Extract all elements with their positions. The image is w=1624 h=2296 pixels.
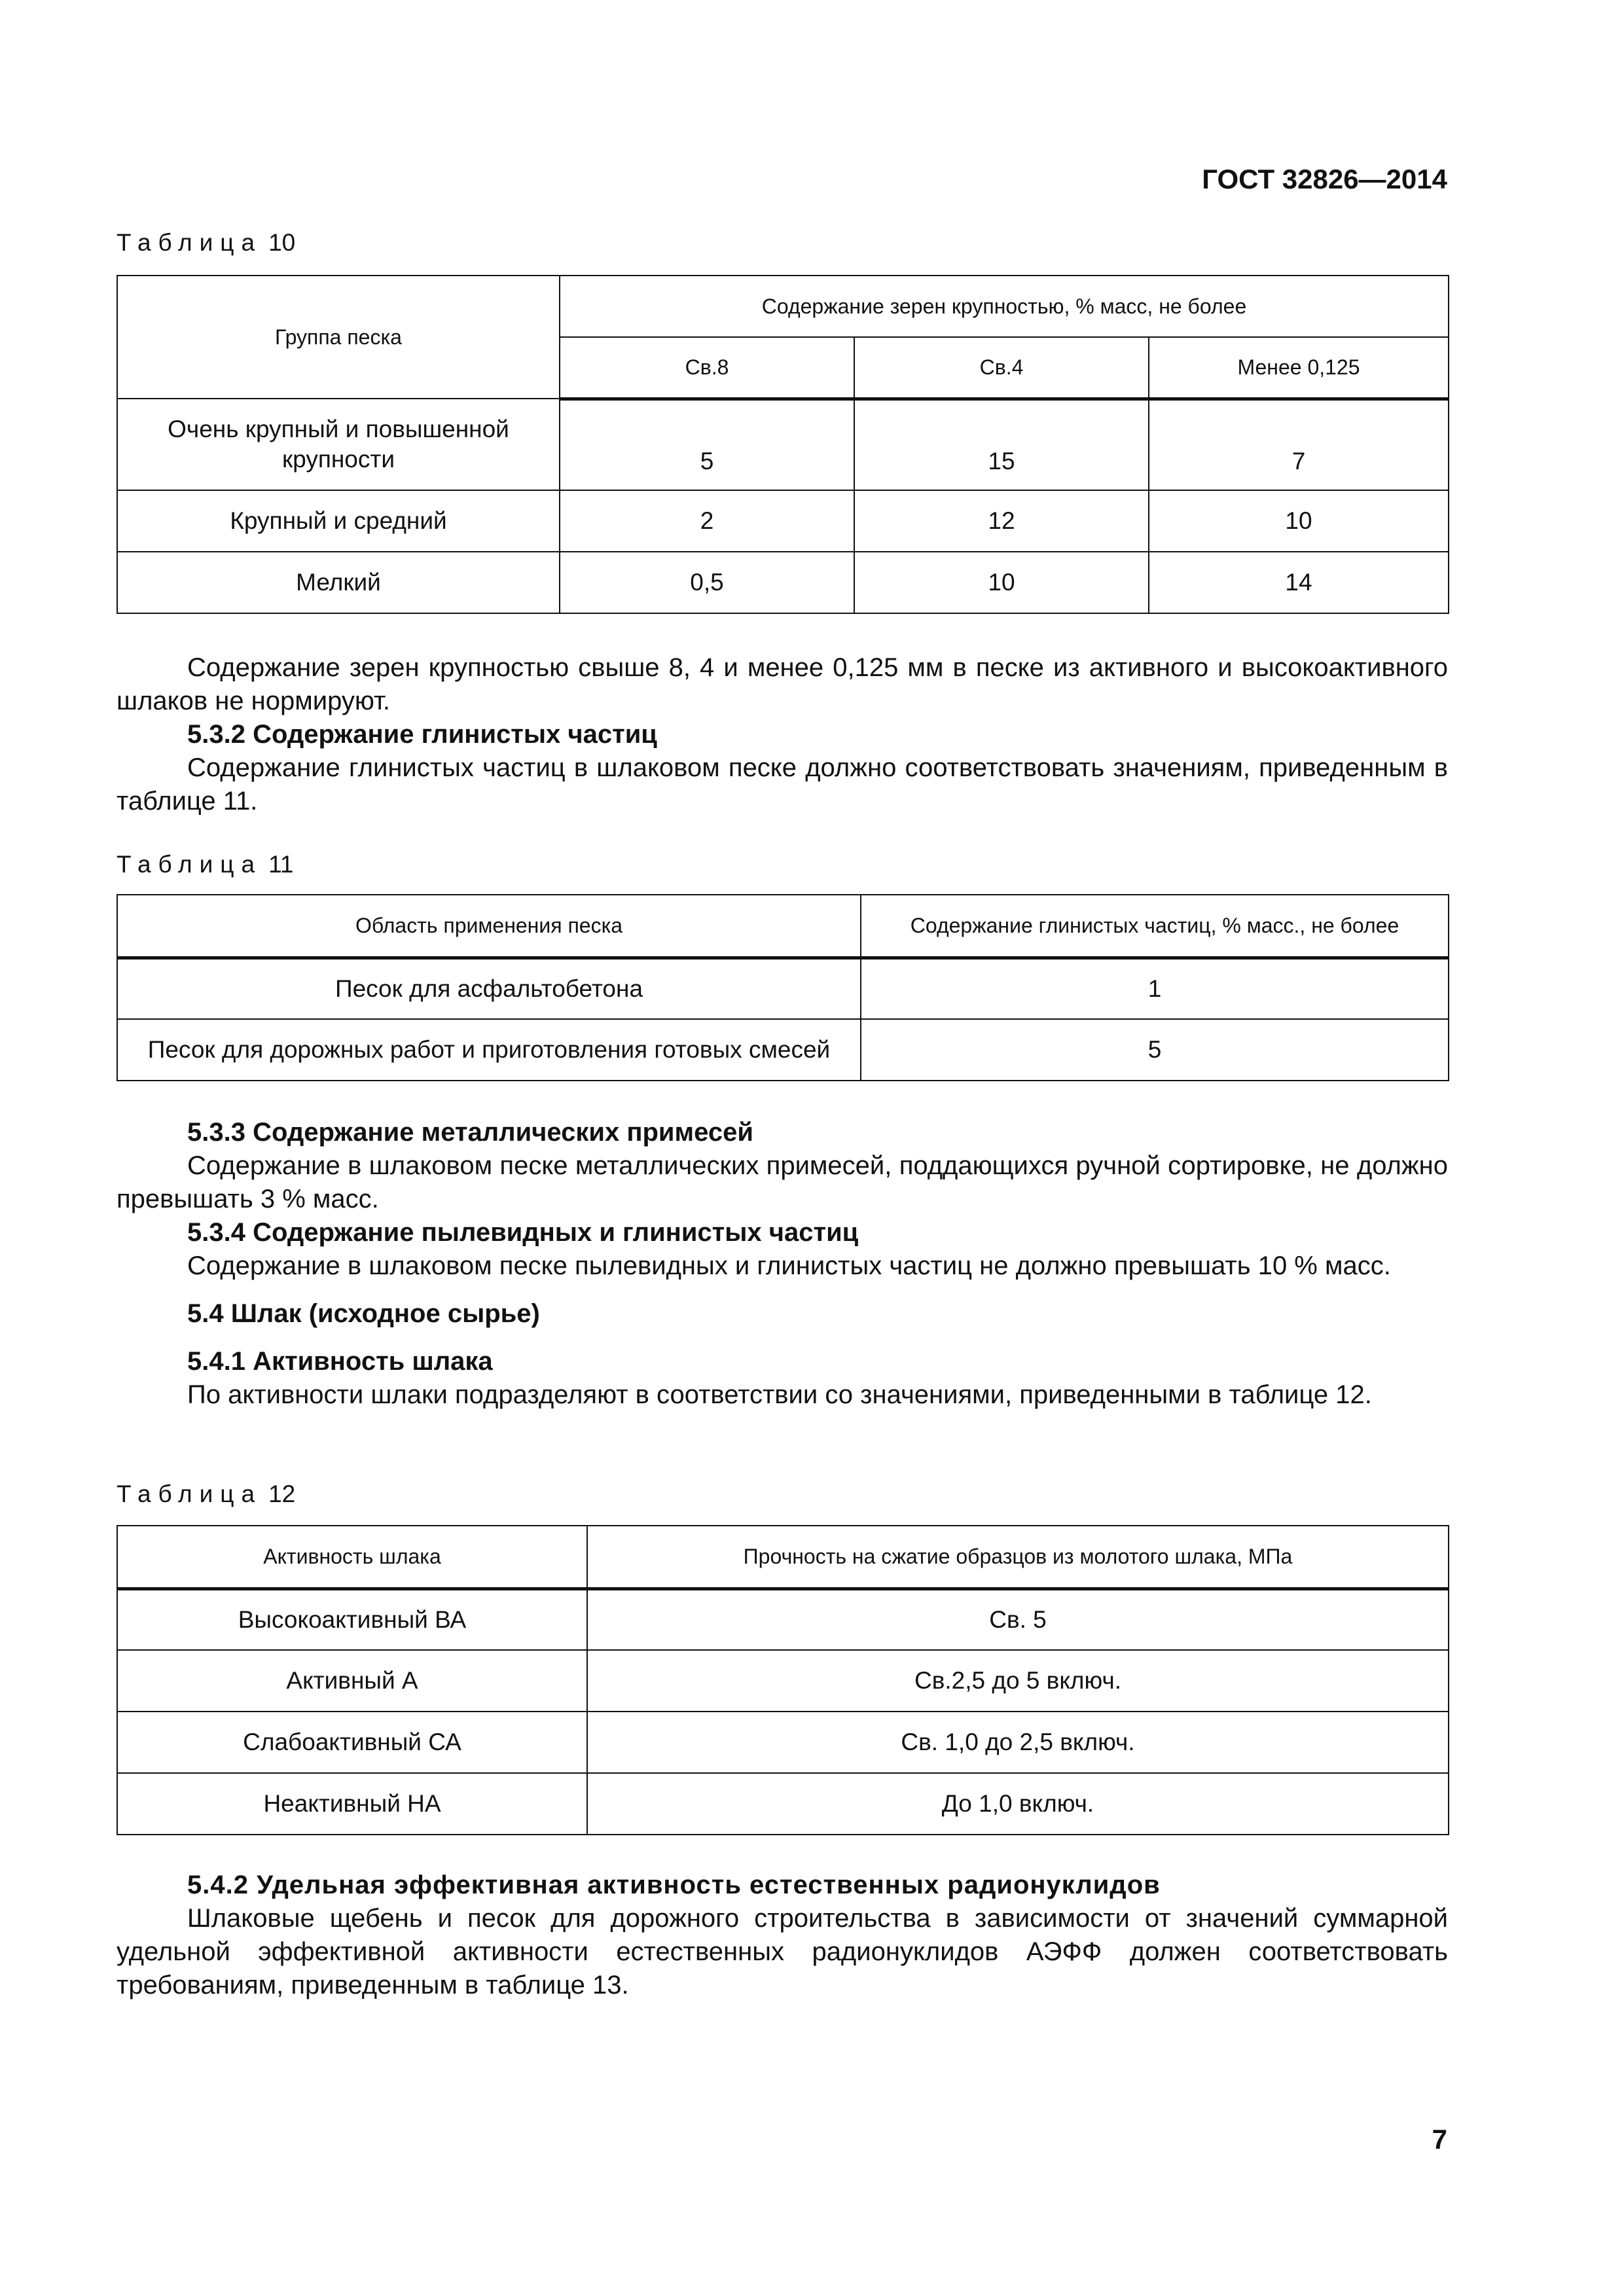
table-cell: 14	[1149, 552, 1449, 613]
table-row	[117, 490, 1449, 552]
table-cell: 5	[861, 1019, 1449, 1081]
table-cell: Песок для асфальтобетона	[117, 958, 861, 1019]
table-caption	[117, 229, 295, 257]
paragraph: Шлаковые щебень и песок для дорожного строительства в зависимости от значений суммарной удельной эффективной активности естественных радионуклидов АЭФФ должен соответствовать требованиям, приведенным в таблице 13.	[117, 1904, 1448, 2000]
table-cell: Песок для дорожных работ и приготовления готовых смесей	[117, 1019, 861, 1081]
table-row	[117, 399, 1449, 490]
table-cell: 7	[1149, 399, 1449, 490]
text-block	[117, 1116, 1448, 1412]
section-heading: 5.3.2 Содержание глинистых частиц	[187, 720, 657, 749]
table-row	[117, 1588, 1449, 1650]
table-cell: Активный А	[117, 1650, 587, 1712]
header-cell: Область применения песка	[117, 895, 861, 958]
table-cell: Очень крупный и повышенной крупности	[117, 399, 560, 490]
table-caption-word: Таблица	[117, 229, 262, 256]
table-row	[117, 1019, 1449, 1081]
paragraph: Содержание в шлаковом песке пылевидных и глинистых частиц не должно превышать 10 % масс.	[187, 1251, 1391, 1280]
table-cell: Св. 5	[587, 1588, 1449, 1650]
table-caption-word: Таблица	[117, 1480, 262, 1507]
document-code: ГОСТ 32826—2014	[1202, 164, 1447, 194]
table-cell: Св. 1,0 до 2,5 включ.	[587, 1712, 1449, 1773]
table-caption-number: 11	[268, 851, 294, 878]
table-cell: 5	[560, 399, 854, 490]
text-block	[117, 651, 1448, 818]
header-cell: Группа песка	[117, 276, 560, 399]
text-block	[117, 1869, 1448, 2002]
header-cell: Св.4	[854, 337, 1149, 399]
header-cell: Активность шлака	[117, 1526, 587, 1588]
table-caption-number: 12	[268, 1480, 296, 1507]
table-cell: Неактивный НА	[117, 1773, 587, 1835]
table-row	[117, 958, 1449, 1019]
page-number: 7	[1432, 2124, 1447, 2155]
table-caption-number: 10	[268, 229, 296, 256]
table-row	[117, 1712, 1449, 1773]
table-cell: 12	[854, 490, 1149, 552]
header-cell: Содержание зерен крупностью, % масс, не более	[560, 276, 1449, 337]
table-caption-word: Таблица	[117, 851, 262, 878]
table-caption	[117, 851, 294, 878]
table-cell: До 1,0 включ.	[587, 1773, 1449, 1835]
section-heading: 5.4 Шлак (исходное сырье)	[187, 1299, 540, 1328]
section-heading: 5.4.2 Удельная эффективная активность естественных радионуклидов	[187, 1871, 1161, 1899]
table-row	[117, 552, 1449, 613]
paragraph: Содержание в шлаковом песке металлических примесей, поддающихся ручной сортировке, не должно превышать 3 % масс.	[117, 1151, 1448, 1213]
section-heading: 5.4.1 Активность шлака	[187, 1347, 493, 1376]
table-cell: 10	[1149, 490, 1449, 552]
table-10	[117, 275, 1449, 614]
table-cell: Св.2,5 до 5 включ.	[587, 1650, 1449, 1712]
paragraph: Содержание зерен крупностью свыше 8, 4 и менее 0,125 мм в песке из активного и высокоактивного шлаков не нормируют.	[117, 653, 1448, 715]
table-cell: 10	[854, 552, 1149, 613]
table-cell: Мелкий	[117, 552, 560, 613]
table-row	[117, 1650, 1449, 1712]
table-cell: 1	[861, 958, 1449, 1019]
table-row	[117, 1773, 1449, 1835]
header-cell: Прочность на сжатие образцов из молотого шлака, МПа	[587, 1526, 1449, 1588]
paragraph: По активности шлаки подразделяют в соответствии со значениями, приведенными в таблице 12.	[187, 1380, 1372, 1409]
paragraph: Содержание глинистых частиц в шлаковом песке должно соответствовать значениям, приведенным в таблице 11.	[117, 753, 1448, 816]
table-cell: 0,5	[560, 552, 854, 613]
table-cell: Крупный и средний	[117, 490, 560, 552]
table-cell: Высокоактивный ВА	[117, 1588, 587, 1650]
table-cell: 2	[560, 490, 854, 552]
header-cell: Содержание глинистых частиц, % масс., не более	[861, 895, 1449, 958]
table-11	[117, 894, 1449, 1081]
header-cell: Менее 0,125	[1149, 337, 1449, 399]
table-cell: Слабоактивный СА	[117, 1712, 587, 1773]
table-caption	[117, 1480, 295, 1508]
table-12	[117, 1525, 1449, 1835]
section-heading: 5.3.3 Содержание металлических примесей	[187, 1118, 753, 1147]
table-cell: 15	[854, 399, 1149, 490]
header-cell: Св.8	[560, 337, 854, 399]
section-heading: 5.3.4 Содержание пылевидных и глинистых частиц	[187, 1218, 859, 1247]
